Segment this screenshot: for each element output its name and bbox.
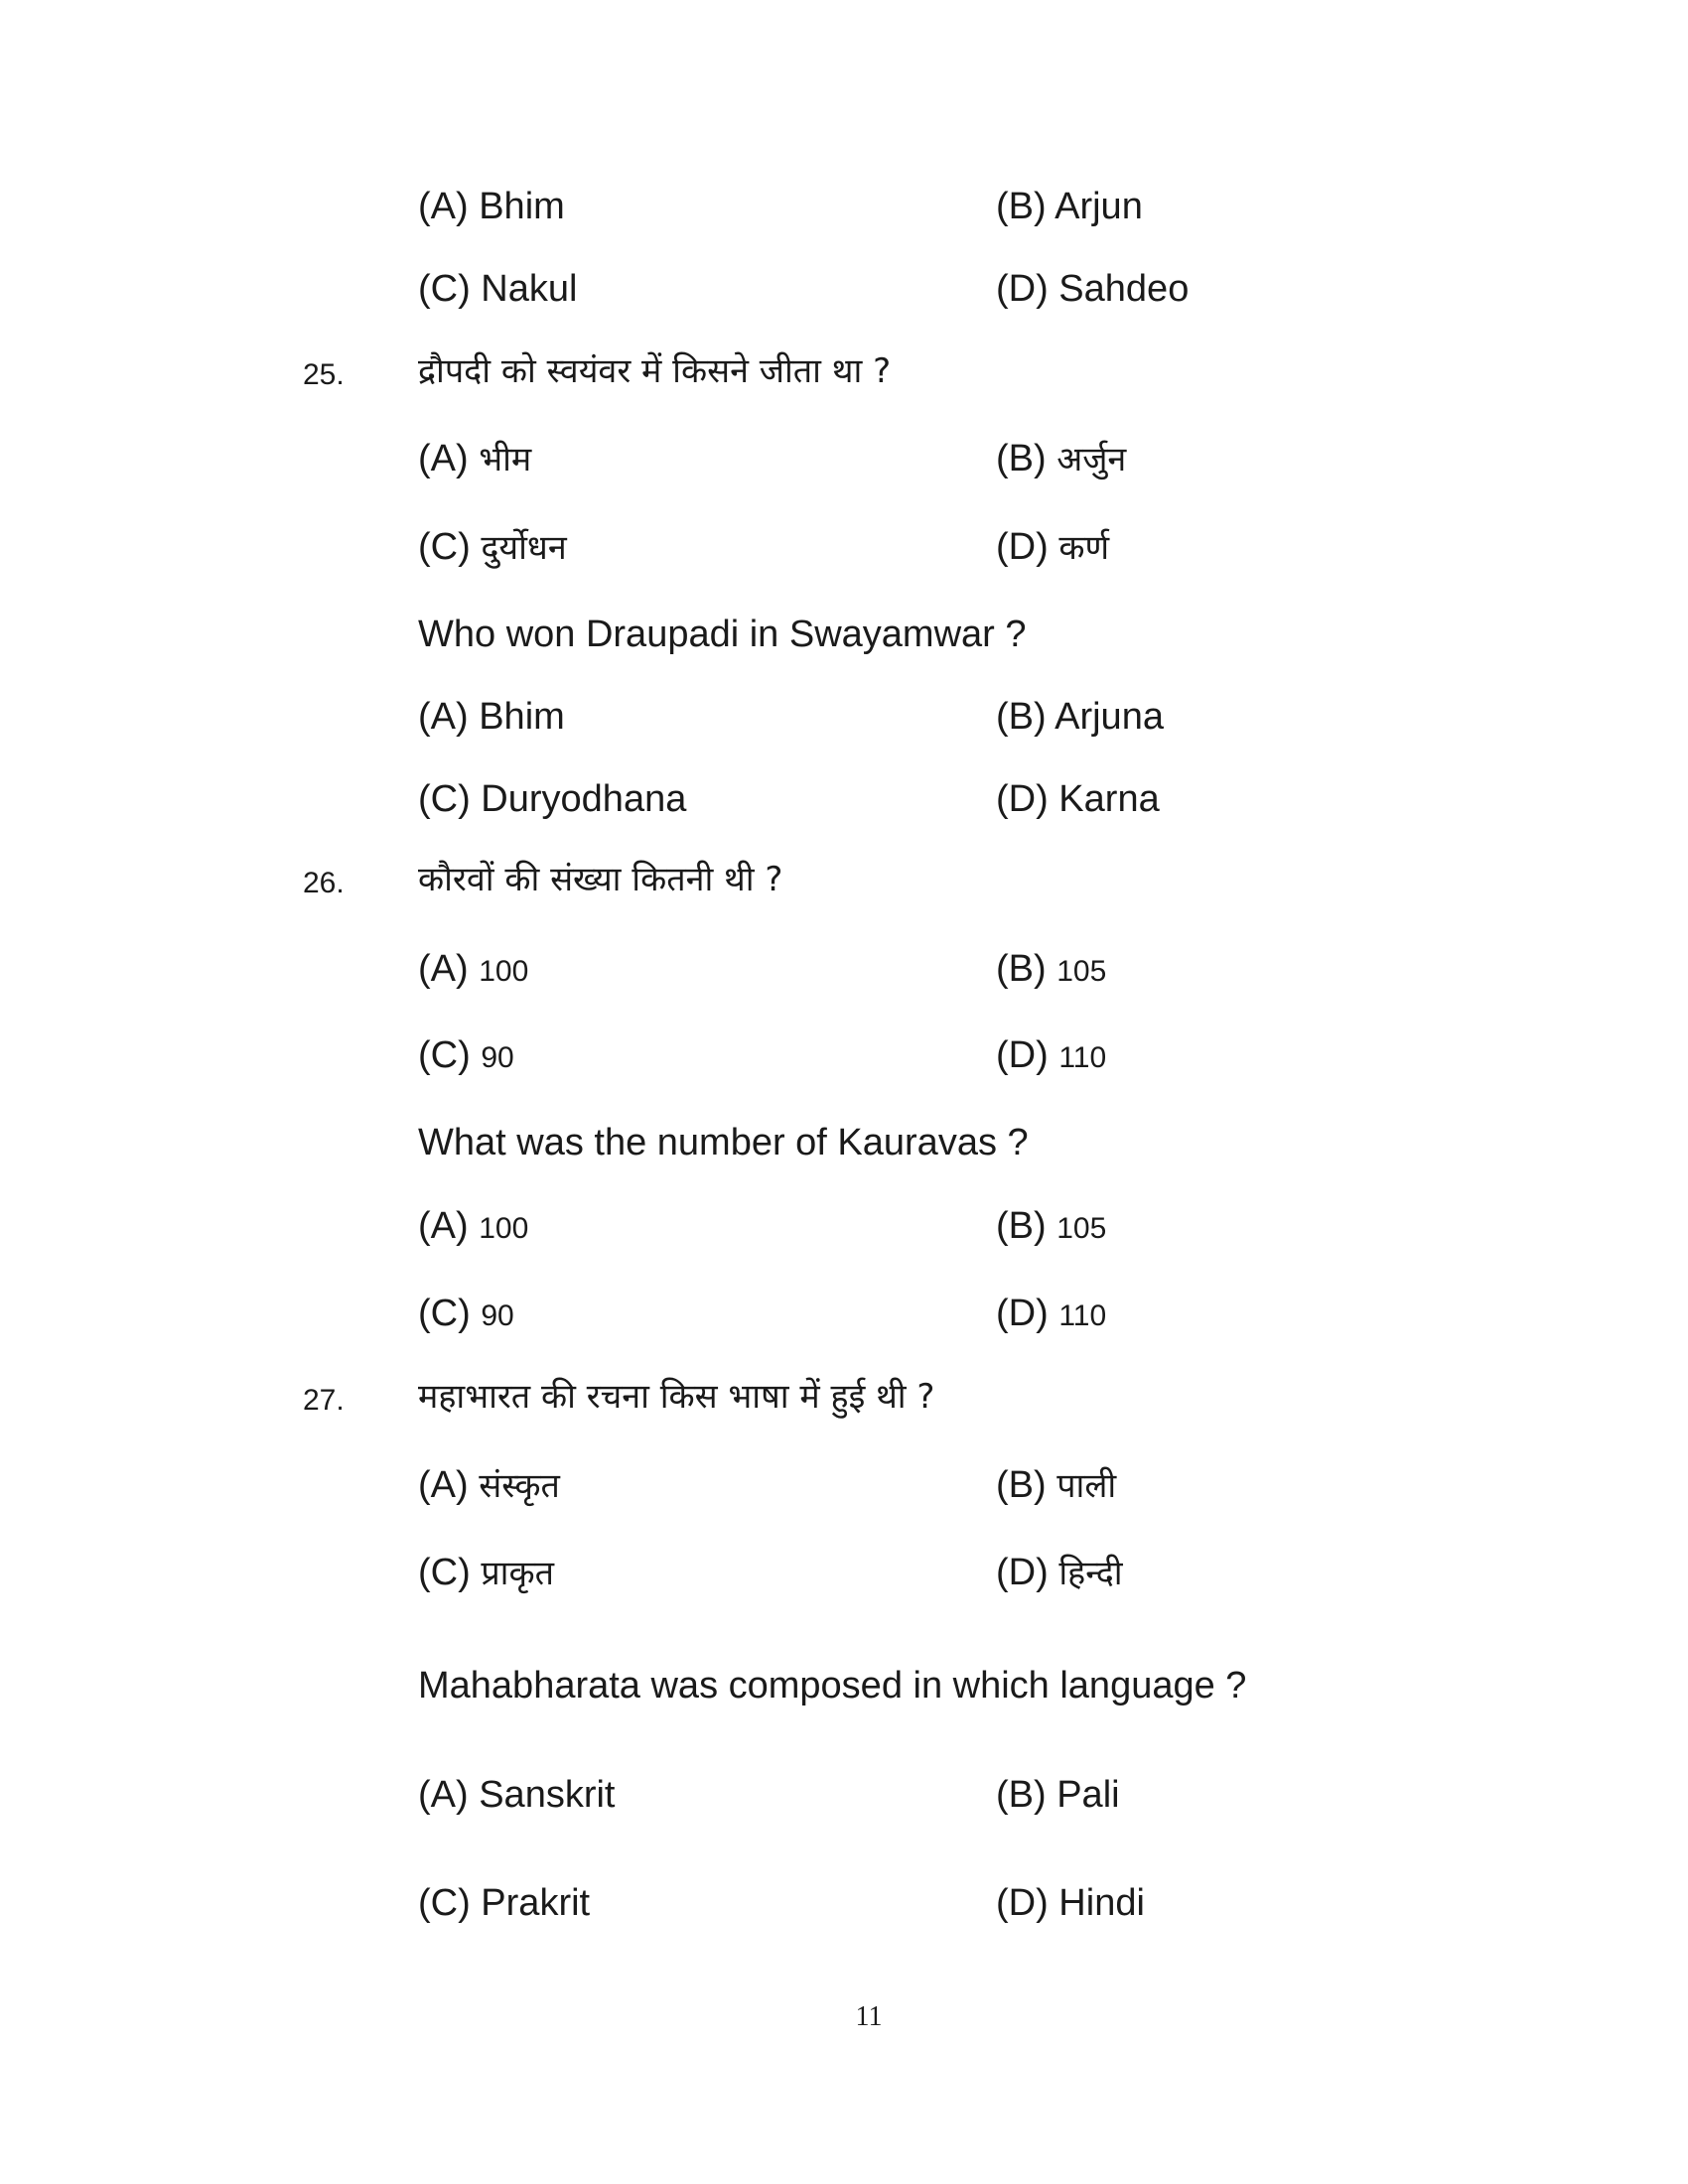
option-d-hindi: (D) हिन्दी	[996, 1552, 1123, 1593]
question-number: 27.	[303, 1384, 345, 1417]
option-c-english: (C) 90	[418, 1293, 514, 1334]
option-d-english: (D) 110	[996, 1293, 1107, 1334]
q24-option-a: (A) Bhim	[418, 186, 565, 227]
option-b-english: (B) 105	[996, 1205, 1107, 1247]
option-d-hindi: (D) 110	[996, 1034, 1107, 1076]
option-a-hindi: (A) 100	[418, 948, 529, 990]
option-b-english: (B) Pali	[996, 1774, 1120, 1816]
option-a-english: (A) 100	[418, 1205, 529, 1247]
option-c-hindi: (C) प्राकृत	[418, 1552, 554, 1593]
q24-option-c: (C) Nakul	[418, 268, 578, 310]
option-a-english: (A) Bhim	[418, 696, 565, 738]
q24-option-d: (D) Sahdeo	[996, 268, 1190, 310]
option-b-hindi: (B) अर्जुन	[996, 438, 1127, 479]
option-b-hindi: (B) पाली	[996, 1464, 1117, 1506]
question-hindi: महाभारत की रचना किस भाषा में हुई थी ?	[418, 1377, 935, 1417]
q24-option-b: (B) Arjun	[996, 186, 1143, 227]
question-hindi: कौरवों की संख्या कितनी थी ?	[418, 860, 783, 899]
option-b-hindi: (B) 105	[996, 948, 1107, 990]
option-d-english: (D) Karna	[996, 778, 1160, 820]
option-a-english: (A) Sanskrit	[418, 1774, 616, 1816]
option-c-english: (C) Duryodhana	[418, 778, 687, 820]
option-d-english: (D) Hindi	[996, 1882, 1145, 1924]
question-hindi: द्रौपदी को स्वयंवर में किसने जीता था ?	[418, 351, 892, 391]
option-c-hindi: (C) 90	[418, 1034, 514, 1076]
page-number: 11	[855, 2001, 883, 2032]
option-a-hindi: (A) संस्कृत	[418, 1464, 560, 1506]
option-a-hindi: (A) भीम	[418, 438, 532, 479]
question-english: Mahabharata was composed in which language ?	[418, 1665, 1247, 1706]
option-b-english: (B) Arjuna	[996, 696, 1164, 738]
question-english: Who won Draupadi in Swayamwar ?	[418, 614, 1027, 655]
option-c-english: (C) Prakrit	[418, 1882, 591, 1924]
question-english: What was the number of Kauravas ?	[418, 1122, 1029, 1163]
question-number: 25.	[303, 358, 345, 391]
option-c-hindi: (C) दुर्योधन	[418, 526, 567, 568]
question-number: 26.	[303, 867, 345, 899]
option-d-hindi: (D) कर्ण	[996, 526, 1110, 568]
